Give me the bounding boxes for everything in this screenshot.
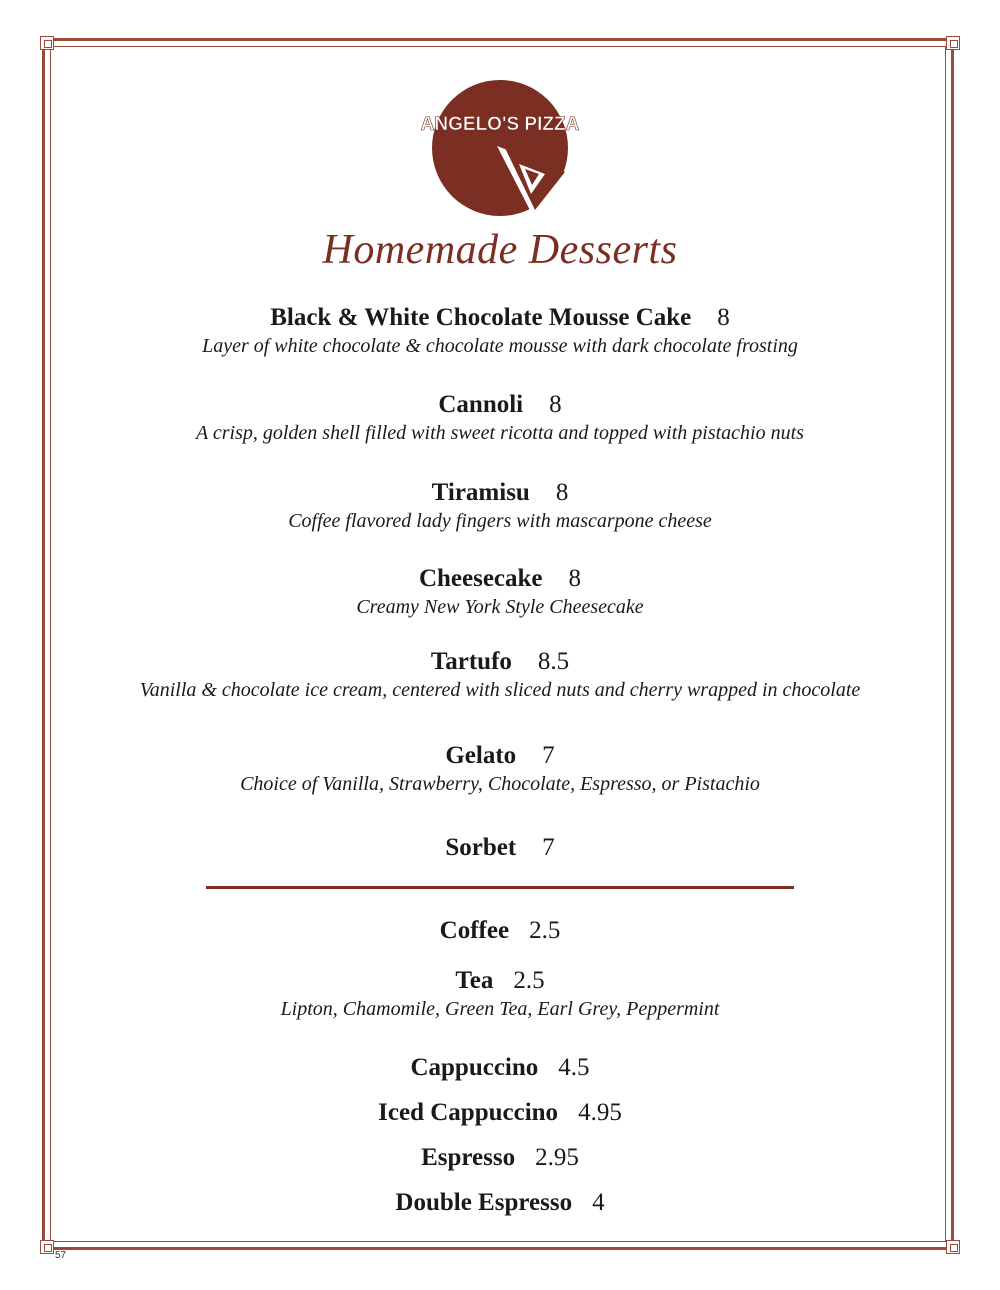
corner-ornament (40, 36, 54, 50)
item-name: Sorbet (445, 834, 517, 861)
item-price: 8 (555, 479, 569, 506)
item-description: Choice of Vanilla, Strawberry, Chocolate, Espresso, or Pistachio (240, 773, 760, 795)
menu-item (0, 1098, 1000, 1128)
item-name: Cappuccino (410, 1054, 539, 1081)
menu-item (0, 916, 1000, 946)
item-price: 4.5 (558, 1054, 590, 1081)
menu-item (0, 1188, 1000, 1218)
item-price: 7 (542, 834, 555, 861)
item-name: Cheesecake (418, 565, 543, 592)
item-price: 2.5 (529, 917, 561, 944)
item-name: Tiramisu (431, 479, 530, 506)
item-price: 8 (717, 304, 730, 331)
item-name: Tea (455, 967, 494, 994)
item-price: 7 (542, 742, 555, 769)
item-description: Creamy New York Style Cheesecake (356, 596, 644, 618)
item-description: Vanilla & chocolate ice cream, centered with sliced nuts and cherry wrapped in chocolate (139, 679, 861, 701)
item-price: 4.95 (578, 1099, 622, 1126)
corner-ornament (40, 1240, 54, 1254)
menu-item (0, 303, 1000, 359)
menu-item (0, 564, 1000, 620)
item-name: Cannoli (438, 391, 524, 418)
item-name: Espresso (421, 1144, 516, 1171)
page-number: 57 (55, 1250, 67, 1261)
corner-ornament (946, 36, 960, 50)
item-description: Layer of white chocolate & chocolate mousse with dark chocolate frosting (202, 335, 798, 357)
menu-item (0, 1143, 1000, 1173)
section-divider (206, 886, 794, 889)
item-name: Double Espresso (395, 1189, 573, 1216)
item-description: Coffee flavored lady fingers with mascarpone cheese (288, 510, 712, 532)
menu-item (0, 390, 1000, 446)
item-name: Tartufo (430, 648, 512, 675)
item-name: Black & White Chocolate Mousse Cake (270, 304, 692, 331)
item-name: Iced Cappuccino (378, 1099, 559, 1126)
item-price: 8 (568, 565, 582, 592)
angelos-pizza-logo (415, 68, 585, 218)
item-price: 2.5 (513, 967, 545, 994)
item-name: Gelato (445, 742, 517, 769)
logo-text: ANGELO'S PIZZA (420, 114, 580, 135)
menu-item (0, 741, 1000, 797)
menu-item (0, 833, 1000, 863)
menu-item (0, 478, 1000, 534)
item-description: Lipton, Chamomile, Green Tea, Earl Grey, Peppermint (280, 998, 720, 1020)
item-description: A crisp, golden shell filled with sweet ricotta and topped with pistachio nuts (196, 422, 804, 444)
item-price: 8 (549, 391, 562, 418)
item-price: 4 (592, 1189, 605, 1216)
menu-item (0, 966, 1000, 1022)
item-name: Coffee (439, 917, 510, 944)
menu-item (0, 647, 1000, 703)
menu-item (0, 1053, 1000, 1083)
item-price: 2.95 (535, 1144, 579, 1171)
item-price: 8.5 (537, 648, 570, 675)
page-title: Homemade Desserts (322, 227, 678, 273)
corner-ornament (946, 1240, 960, 1254)
